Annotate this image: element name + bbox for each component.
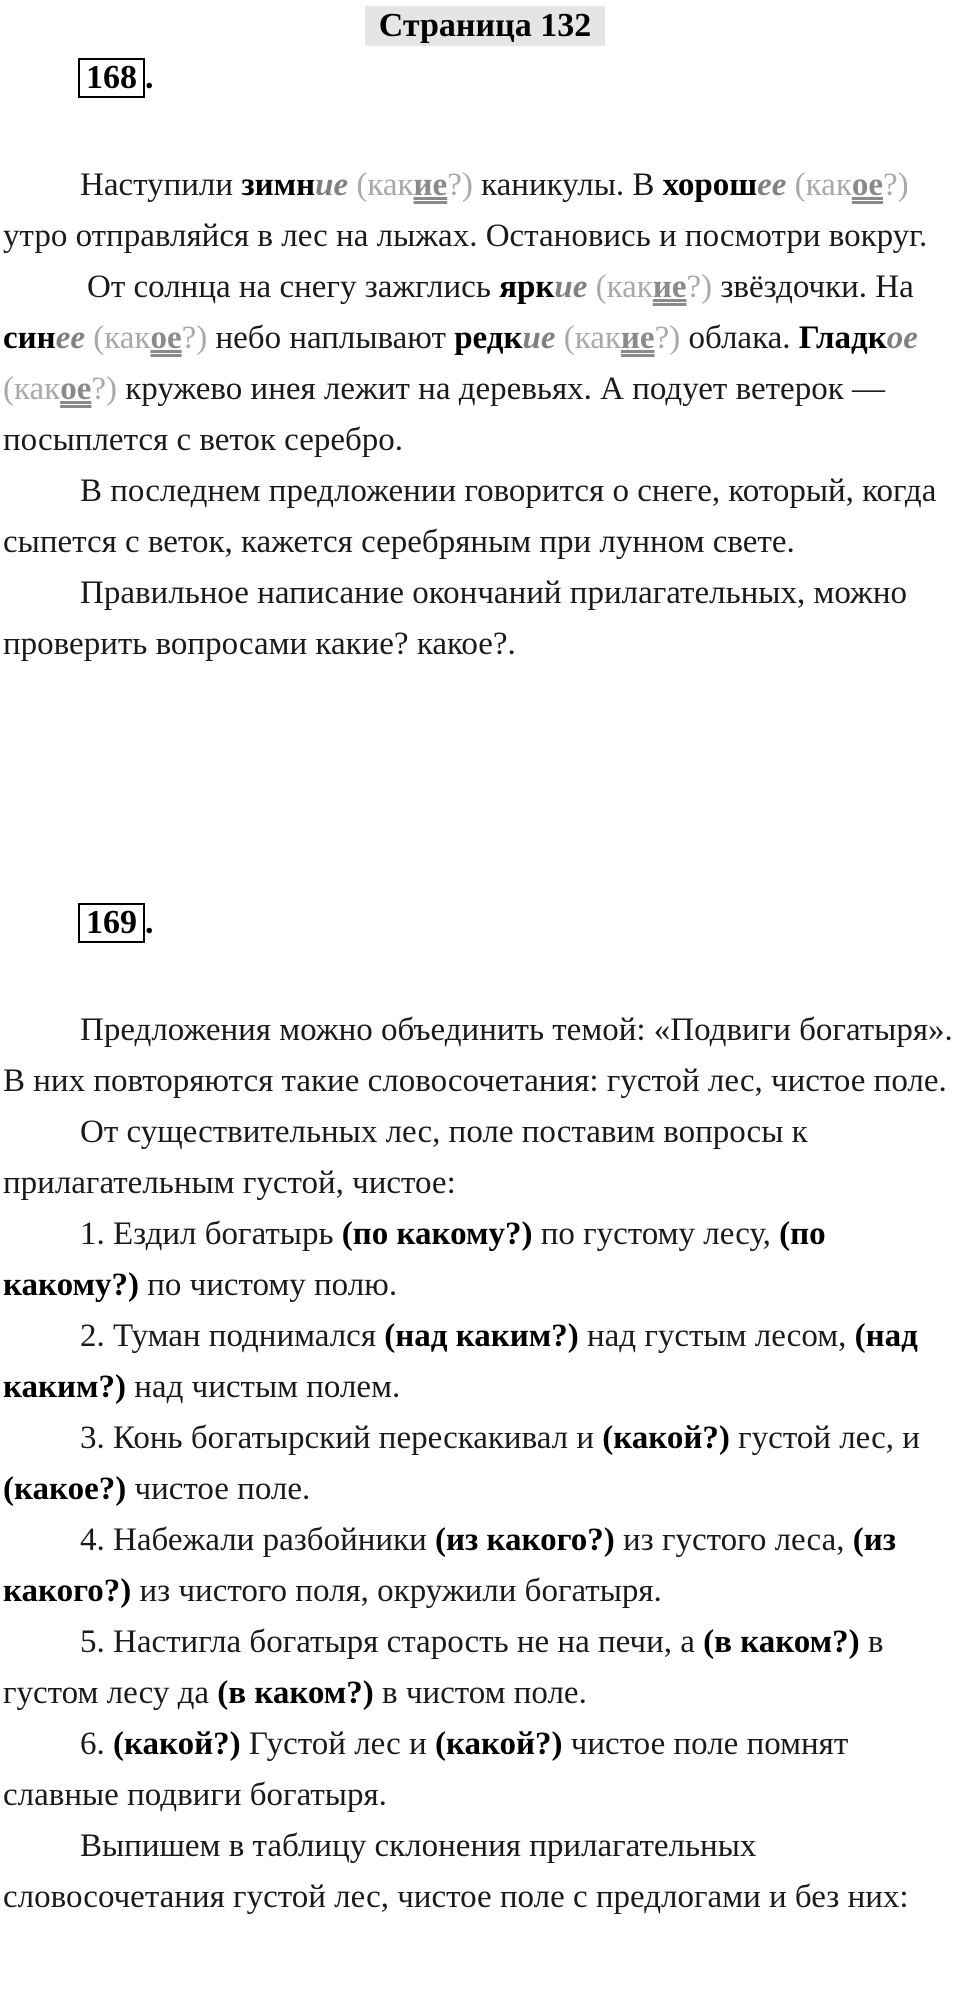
exercise-number-168: 168 . — [78, 58, 154, 98]
sentence-6: 6. (какой?) Густой лес и (какой?) чистое поле помнят славные подвиги богатыря. — [3, 1726, 849, 1813]
paragraph: Наступили зимние (какие?) каникулы. В хорошее (какое?) утро отправляйся в лес на лыжах. Остановись и посмотри вокруг. — [3, 167, 928, 254]
exercise-169-text — [3, 1005, 955, 1923]
exercise-168-text — [3, 160, 955, 670]
page-title: Страница 132 — [365, 6, 605, 46]
paragraph: От солнца на снегу зажглись яркие (какие?) звёздочки. На синее (какое?) небо наплывают редкие (какие?) облака. Гладкое (какое?) кружево инея лежит на деревьях. А подует ветерок — посыплется с веток серебро. — [3, 269, 918, 458]
paragraph: Выпишем в таблицу склонения прилагательных словосочетания густой лес, чистое поле с предлогами и без них: — [3, 1828, 909, 1915]
sentence-2: 2. Туман поднимался (над каким?) над густым лесом, (над каким?) над чистым полем. — [3, 1318, 918, 1405]
exercise-number-box: 169 — [78, 903, 145, 943]
paragraph: Правильное написание окончаний прилагательных, можно проверить вопросами какие? какое?. — [3, 575, 907, 662]
exercise-number-box: 168 — [78, 58, 145, 98]
sentence-4: 4. Набежали разбойники (из какого?) из густого леса, (из какого?) из чистого поля, окружили богатыря. — [3, 1522, 896, 1609]
paragraph: Предложения можно объединить темой: «Подвиги богатыря». В них повторяются такие словосочетания: густой лес, чистое поле. — [3, 1012, 953, 1099]
sentence-5: 5. Настигла богатыря старость не на печи, а (в каком?) в густом лесу да (в каком?) в чистом поле. — [3, 1624, 884, 1711]
sentence-1: 1. Ездил богатырь (по какому?) по густому лесу, (по какому?) по чистому полю. — [3, 1216, 826, 1303]
sentence-3: 3. Конь богатырский перескакивал и (какой?) густой лес, и (какое?) чистое поле. — [3, 1420, 920, 1507]
paragraph: В последнем предложении говорится о снеге, который, когда сыпется с веток, кажется серебряным при лунном свете. — [3, 473, 937, 560]
exercise-number-169: 169 . — [78, 903, 154, 943]
paragraph: От существительных лес, поле поставим вопросы к прилагательным густой, чистое: — [3, 1114, 808, 1201]
